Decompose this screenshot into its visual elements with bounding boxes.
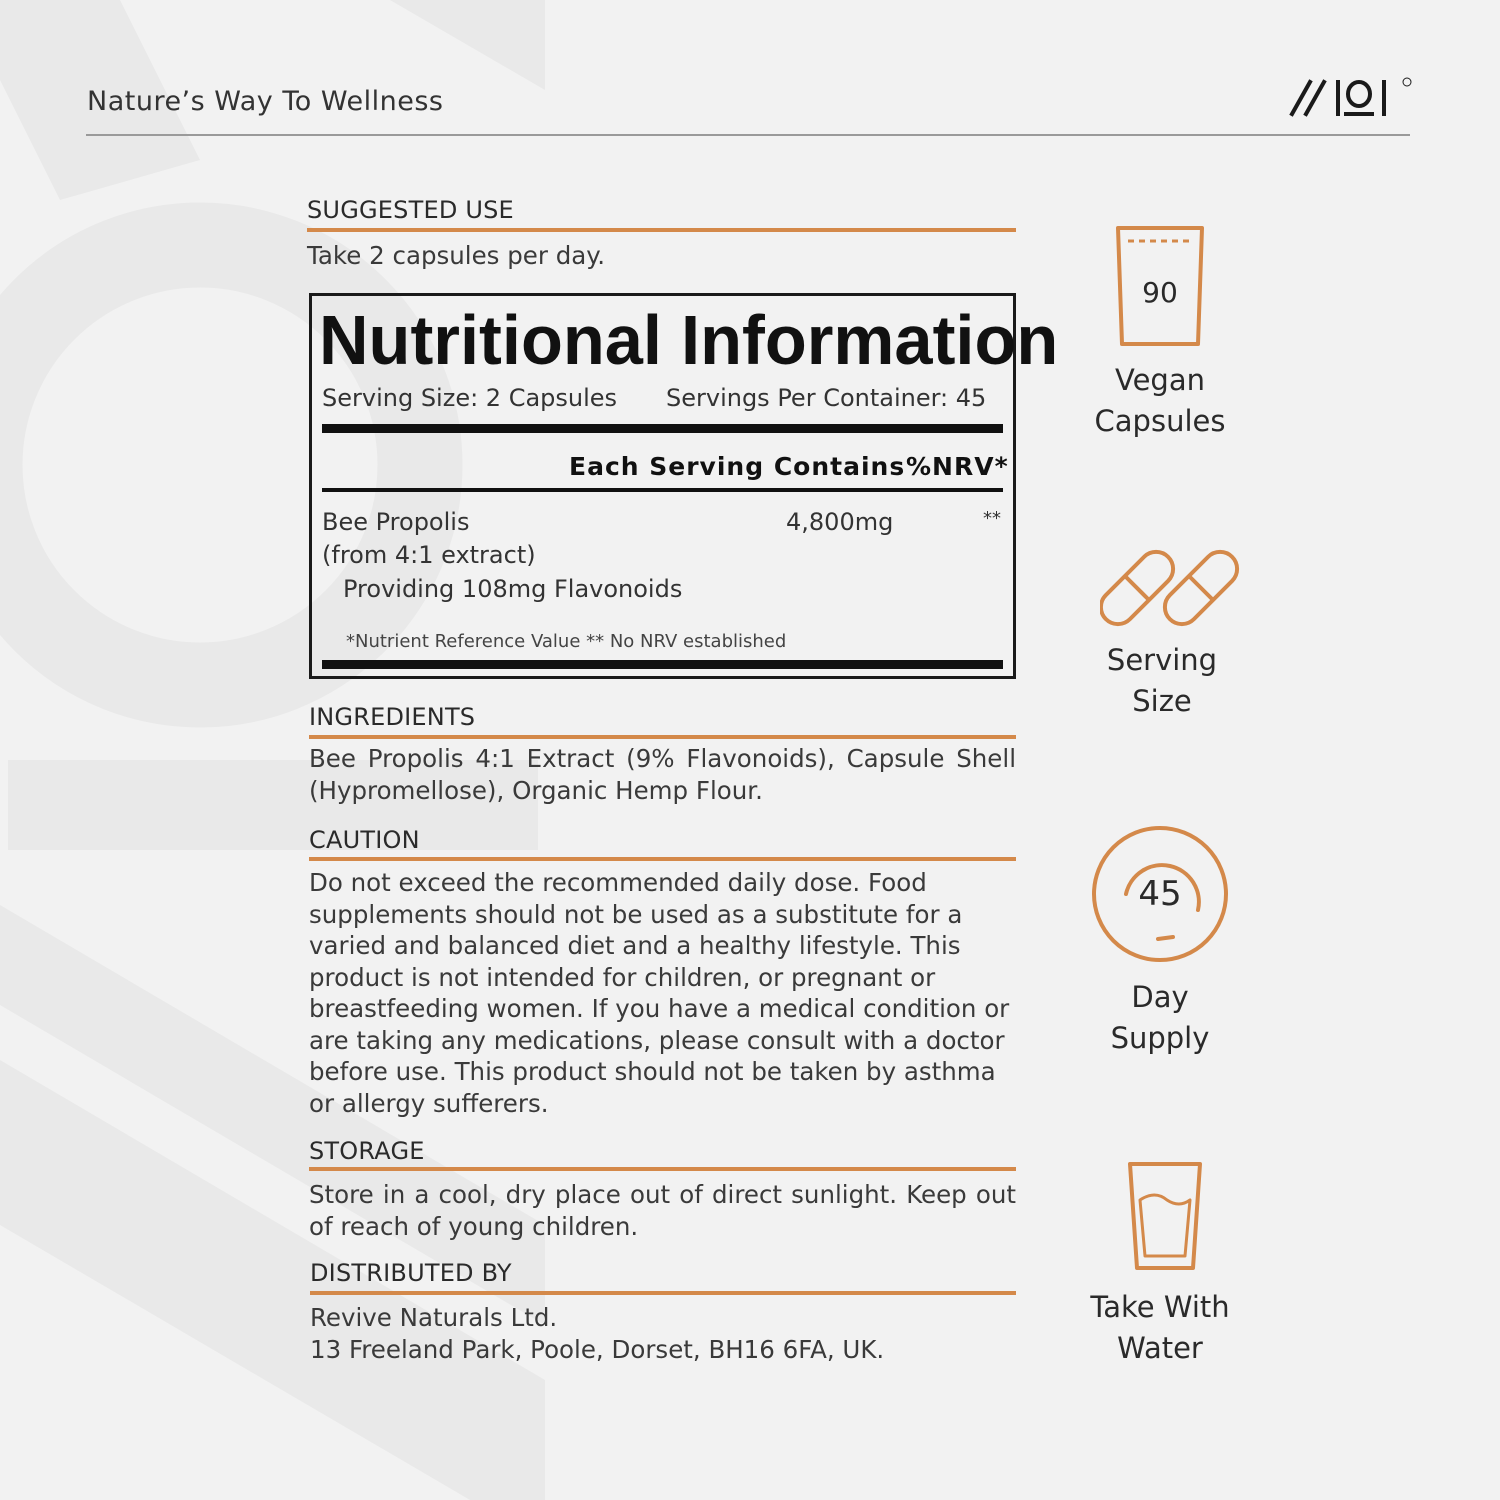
bottom-rule bbox=[322, 660, 1003, 669]
thin-rule bbox=[322, 488, 1003, 492]
caution-text: Do not exceed the recommended daily dose. Food supplements should not be used as a substitute for a varied and balanced diet and a healthy lifestyle. This product is not intended for children, or pregnant or breastfeeding women. If you have a medical condition or are taking any medications, please consult with a doctor before use. This product should not be taken by asthma or allergy sufferers. bbox=[309, 868, 1010, 1118]
day-supply-label bbox=[1040, 977, 1280, 1059]
capsules-icon bbox=[1100, 545, 1242, 630]
ingredient-sub: Providing 108mg Flavonoids bbox=[343, 575, 683, 603]
thick-rule bbox=[322, 424, 1003, 433]
distributed-by-heading: DISTRIBUTED BY bbox=[310, 1259, 512, 1287]
serving-size-label bbox=[1042, 640, 1282, 722]
ingredient-nrv: ** bbox=[983, 508, 1001, 529]
ingredient-note: (from 4:1 extract) bbox=[322, 541, 536, 569]
serving-size: Serving Size: 2 Capsules bbox=[322, 384, 618, 412]
day-supply-label-line1: Day bbox=[1131, 980, 1189, 1014]
ingredients-rule bbox=[309, 735, 1016, 739]
ingredient-amount: 4,800mg bbox=[786, 508, 894, 536]
serving-size-label-line2: Size bbox=[1132, 684, 1192, 718]
ingredient-name: Bee Propolis bbox=[322, 508, 470, 536]
storage-text: Store in a cool, dry place out of direct sunlight. Keep out of reach of young children. bbox=[309, 1180, 1016, 1241]
take-with-water-label bbox=[1040, 1287, 1280, 1369]
distributed-by-rule bbox=[310, 1291, 1016, 1295]
day-count: 45 bbox=[1138, 874, 1182, 914]
caution-heading: CAUTION bbox=[309, 826, 420, 854]
brand-logo bbox=[1288, 74, 1413, 122]
serving-size-label-line1: Serving bbox=[1106, 643, 1218, 677]
suggested-use-text: Take 2 capsules per day. bbox=[307, 241, 606, 270]
vegan-capsules-label-line1: Vegan bbox=[1115, 363, 1205, 397]
take-with-water-label-line2: Water bbox=[1117, 1331, 1203, 1365]
nutrition-panel bbox=[309, 293, 1059, 679]
tagline: Nature’s Way To Wellness bbox=[87, 86, 444, 117]
take-with-water-label-line1: Take With bbox=[1090, 1290, 1230, 1324]
day-supply-label-line2: Supply bbox=[1110, 1021, 1210, 1055]
storage-heading: STORAGE bbox=[309, 1137, 425, 1165]
distributor-address: 13 Freeland Park, Poole, Dorset, BH16 6FA, UK. bbox=[310, 1335, 885, 1364]
distributor-name: Revive Naturals Ltd. bbox=[310, 1303, 558, 1332]
capsule-count: 90 bbox=[1142, 276, 1178, 309]
storage-rule bbox=[309, 1167, 1016, 1171]
ingredients-heading: INGREDIENTS bbox=[309, 703, 476, 731]
nrv-footnote: *Nutrient Reference Value ** No NRV established bbox=[346, 631, 787, 652]
vegan-capsules-label bbox=[1040, 360, 1280, 442]
each-serving-contains-header: Each Serving Contains bbox=[569, 452, 906, 481]
caution-rule bbox=[309, 857, 1016, 861]
glass-of-water-icon bbox=[1125, 1158, 1205, 1274]
suggested-use-rule bbox=[307, 228, 1016, 232]
servings-per-container: Servings Per Container: 45 bbox=[666, 384, 987, 412]
nrv-header: %NRV* bbox=[906, 452, 1009, 481]
nutrition-title: Nutritional Information bbox=[319, 301, 1059, 379]
ingredients-text: Bee Propolis 4:1 Extract (9% Flavonoids), Capsule Shell (Hypromellose), Organic Hemp Flour. bbox=[309, 744, 1016, 805]
vegan-capsules-label-line2: Capsules bbox=[1094, 404, 1226, 438]
header-divider bbox=[86, 134, 1410, 136]
suggested-use-heading: SUGGESTED USE bbox=[307, 196, 514, 224]
